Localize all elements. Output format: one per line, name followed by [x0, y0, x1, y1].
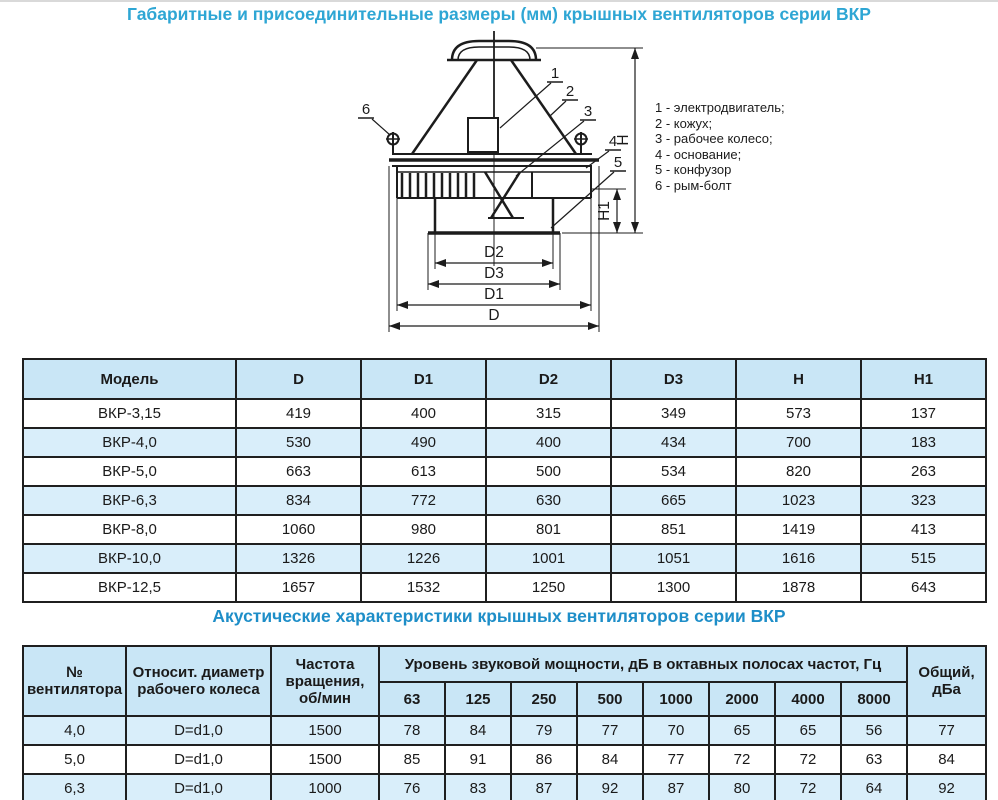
- table-cell: 573: [736, 399, 861, 428]
- dim-label-d1: D1: [484, 286, 504, 303]
- dimensions-table: [22, 358, 987, 603]
- table-cell: 6,3: [23, 774, 126, 800]
- table-cell: 92: [577, 774, 643, 800]
- table-cell: 65: [709, 716, 775, 745]
- page-title-dimensions: Габаритные и присоединительные размеры (мм) крышных вентиляторов серии ВКР: [127, 4, 871, 24]
- table-cell: 1616: [736, 544, 861, 573]
- page-title-acoustics: Акустические характеристики крышных вентиляторов серии ВКР: [212, 606, 786, 626]
- column-header-speed: Частота вращения, об/мин: [271, 646, 379, 716]
- column-header-500: 500: [577, 682, 643, 716]
- table-cell: 65: [775, 716, 841, 745]
- top-divider: [0, 0, 998, 2]
- table-cell: 400: [486, 428, 611, 457]
- table-row: [23, 716, 986, 745]
- table-cell: 137: [861, 399, 986, 428]
- table-cell: 515: [861, 544, 986, 573]
- table-row: [23, 774, 986, 800]
- table-cell: 315: [486, 399, 611, 428]
- column-header-d1: D1: [361, 359, 486, 399]
- table-cell: 63: [841, 745, 907, 774]
- table-cell: D=d1,0: [126, 745, 271, 774]
- table-cell: 530: [236, 428, 361, 457]
- column-header-fan-no: № вентилятора: [23, 646, 126, 716]
- table-cell: ВКР-3,15: [23, 399, 236, 428]
- table-cell: 80: [709, 774, 775, 800]
- table-cell: 78: [379, 716, 445, 745]
- table-cell: 72: [709, 745, 775, 774]
- column-header-8000: 8000: [841, 682, 907, 716]
- column-header-diameter: Относит. диаметр рабочего колеса: [126, 646, 271, 716]
- table-header-row: [23, 646, 986, 682]
- table-cell: 1500: [271, 716, 379, 745]
- table-cell: 84: [907, 745, 986, 774]
- table-cell: 834: [236, 486, 361, 515]
- table-cell: 613: [361, 457, 486, 486]
- table-cell: ВКР-8,0: [23, 515, 236, 544]
- table-cell: 70: [643, 716, 709, 745]
- table-cell: 1419: [736, 515, 861, 544]
- table-row: [23, 428, 986, 457]
- table-cell: 801: [486, 515, 611, 544]
- table-row: [23, 515, 986, 544]
- table-header-row: [23, 359, 986, 399]
- table-cell: 77: [907, 716, 986, 745]
- legend-item: 5 - конфузор: [655, 162, 732, 177]
- table-cell: 1326: [236, 544, 361, 573]
- legend-item: 6 - рым-болт: [655, 177, 732, 193]
- table-cell: 323: [861, 486, 986, 515]
- dim-label-h: H: [615, 134, 632, 146]
- dim-label-d: D: [488, 307, 500, 324]
- table-cell: 1878: [736, 573, 861, 602]
- column-header-4000: 4000: [775, 682, 841, 716]
- table-row: [23, 544, 986, 573]
- column-header-2000: 2000: [709, 682, 775, 716]
- legend-item: 3 - рабочее колесо;: [655, 131, 773, 146]
- table-cell: 434: [611, 428, 736, 457]
- callout-4: 4: [608, 133, 618, 150]
- table-cell: 84: [577, 745, 643, 774]
- table-cell: ВКР-6,3: [23, 486, 236, 515]
- column-header-total: Общий, дБа: [907, 646, 986, 716]
- table-cell: 5,0: [23, 745, 126, 774]
- column-header-250: 250: [511, 682, 577, 716]
- table-cell: 1532: [361, 573, 486, 602]
- table-cell: 1023: [736, 486, 861, 515]
- table-cell: ВКР-12,5: [23, 573, 236, 602]
- table-cell: 1060: [236, 515, 361, 544]
- table-cell: 851: [611, 515, 736, 544]
- table-cell: 84: [445, 716, 511, 745]
- diagram-legend: [655, 100, 785, 193]
- dim-label-h1: H1: [596, 201, 613, 221]
- table-cell: 820: [736, 457, 861, 486]
- table-cell: 77: [643, 745, 709, 774]
- table-cell: 643: [861, 573, 986, 602]
- table-cell: D=d1,0: [126, 716, 271, 745]
- column-header-h1: H1: [861, 359, 986, 399]
- fan-diagram: [330, 26, 670, 348]
- column-header-125: 125: [445, 682, 511, 716]
- table-cell: 64: [841, 774, 907, 800]
- table-cell: 1051: [611, 544, 736, 573]
- table-cell: 500: [486, 457, 611, 486]
- dim-label-d2: D2: [484, 244, 504, 261]
- table-cell: 79: [511, 716, 577, 745]
- column-header-model: Модель: [23, 359, 236, 399]
- table-cell: 87: [643, 774, 709, 800]
- table-cell: 630: [486, 486, 611, 515]
- table-cell: 56: [841, 716, 907, 745]
- callout-2: 2: [565, 83, 575, 100]
- column-header-d2: D2: [486, 359, 611, 399]
- table-cell: 1250: [486, 573, 611, 602]
- column-header-d3: D3: [611, 359, 736, 399]
- table-cell: 1001: [486, 544, 611, 573]
- table-cell: 4,0: [23, 716, 126, 745]
- table-cell: 76: [379, 774, 445, 800]
- table-cell: ВКР-4,0: [23, 428, 236, 457]
- legend-item: 4 - основание;: [655, 146, 742, 162]
- callout-3: 3: [583, 103, 593, 120]
- column-header-1000: 1000: [643, 682, 709, 716]
- table-cell: 665: [611, 486, 736, 515]
- table-cell: 534: [611, 457, 736, 486]
- table-row: [23, 457, 986, 486]
- fan-drawing: [386, 31, 599, 266]
- table-cell: 980: [361, 515, 486, 544]
- table-cell: 1226: [361, 544, 486, 573]
- table-cell: 1300: [611, 573, 736, 602]
- table-cell: 400: [361, 399, 486, 428]
- table-cell: 1657: [236, 573, 361, 602]
- acoustic-table: [22, 645, 987, 800]
- table-cell: ВКР-10,0: [23, 544, 236, 573]
- eye-bolt-right-icon: [574, 132, 588, 153]
- table-cell: 92: [907, 774, 986, 800]
- table-row: [23, 399, 986, 428]
- legend-item: 2 - кожух;: [655, 115, 713, 131]
- table-cell: 86: [511, 745, 577, 774]
- table-cell: 490: [361, 428, 486, 457]
- table-cell: 413: [861, 515, 986, 544]
- table-row: [23, 486, 986, 515]
- callout-6: 6: [361, 101, 371, 118]
- legend-item: 1 - электродвигатель;: [655, 100, 785, 115]
- table-cell: 77: [577, 716, 643, 745]
- column-header-d: D: [236, 359, 361, 399]
- table-cell: 772: [361, 486, 486, 515]
- table-cell: 349: [611, 399, 736, 428]
- callout-5: 5: [613, 154, 623, 171]
- column-header-spl: Уровень звуковой мощности, дБ в октавных полосах частот, Гц: [379, 646, 907, 682]
- table-cell: 85: [379, 745, 445, 774]
- callout-1: 1: [550, 65, 560, 82]
- column-header-h: H: [736, 359, 861, 399]
- table-cell: 183: [861, 428, 986, 457]
- table-cell: 1500: [271, 745, 379, 774]
- table-cell: 72: [775, 774, 841, 800]
- table-cell: 1000: [271, 774, 379, 800]
- table-cell: D=d1,0: [126, 774, 271, 800]
- eye-bolt-left-icon: [386, 132, 400, 153]
- table-cell: 72: [775, 745, 841, 774]
- table-cell: 263: [861, 457, 986, 486]
- table-cell: 700: [736, 428, 861, 457]
- table-cell: 91: [445, 745, 511, 774]
- table-cell: 83: [445, 774, 511, 800]
- column-header-63: 63: [379, 682, 445, 716]
- dim-label-d3: D3: [484, 265, 504, 282]
- table-row: [23, 573, 986, 602]
- table-cell: ВКР-5,0: [23, 457, 236, 486]
- table-cell: 87: [511, 774, 577, 800]
- table-row: [23, 745, 986, 774]
- table-cell: 419: [236, 399, 361, 428]
- table-cell: 663: [236, 457, 361, 486]
